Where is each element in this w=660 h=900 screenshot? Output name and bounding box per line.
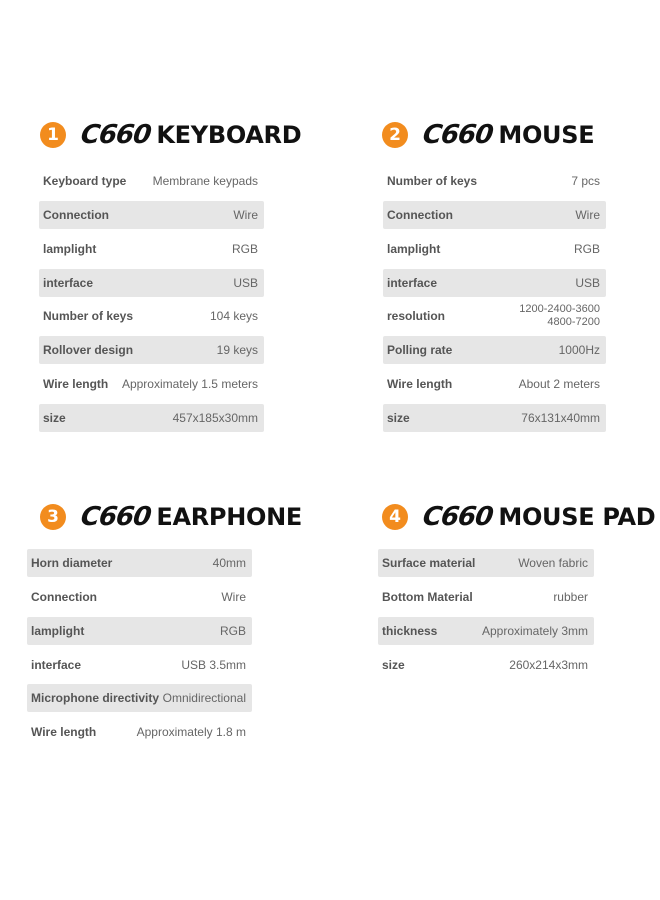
spec-row-number-of-keys <box>39 302 264 330</box>
spec-label: Keyboard type <box>43 174 127 188</box>
spec-label: thickness <box>382 624 438 638</box>
spec-row-thickness <box>378 617 594 645</box>
spec-row-connection <box>39 201 264 229</box>
spec-label: Polling rate <box>387 343 453 357</box>
spec-row-number-of-keys <box>383 167 606 195</box>
spec-label: interface <box>387 276 438 290</box>
spec-value: RGB <box>573 242 600 256</box>
spec-value: 76x131x40mm <box>521 411 600 425</box>
spec-row-size <box>378 651 594 679</box>
spec-value: Wire <box>221 590 246 604</box>
spec-row-lamplight <box>383 235 606 263</box>
section-name: MOUSE <box>498 121 595 149</box>
spec-value: USB <box>575 276 600 290</box>
spec-label: Microphone directivity <box>31 691 160 705</box>
mouse-title <box>382 118 594 152</box>
spec-label: resolution <box>387 309 446 323</box>
spec-label: Bottom Material <box>382 590 473 604</box>
spec-value: 457x185x30mm <box>172 411 258 425</box>
spec-row-bottom-material <box>378 583 594 611</box>
section-name: MOUSE PAD <box>498 503 656 531</box>
spec-label: Wire length <box>43 377 109 391</box>
spec-label: size <box>43 411 66 425</box>
spec-label: Horn diameter <box>31 556 113 570</box>
spec-row-wire-length <box>27 718 252 746</box>
keyboard-section <box>40 118 301 152</box>
spec-row-interface <box>39 269 264 297</box>
spec-value: Wire <box>575 208 600 222</box>
spec-row-horn-diameter <box>27 549 252 577</box>
spec-row-interface <box>27 651 252 679</box>
section-name: KEYBOARD <box>156 121 302 149</box>
spec-label: Surface material <box>382 556 476 570</box>
spec-value: rubber <box>553 590 588 604</box>
spec-label: Wire length <box>387 377 453 391</box>
spec-value: Approximately 1.8 m <box>136 725 246 739</box>
spec-value: About 2 meters <box>518 377 600 391</box>
spec-label: Number of keys <box>387 174 478 188</box>
spec-value: Membrane keypads <box>152 174 258 188</box>
spec-row-microphone-directivity <box>27 684 252 712</box>
spec-label: Wire length <box>31 725 97 739</box>
spec-value: USB <box>233 276 258 290</box>
spec-row-connection <box>27 583 252 611</box>
brand-logo: C660 <box>78 502 153 532</box>
section-number-badge: 2 <box>382 122 408 148</box>
earphone-title <box>40 500 302 534</box>
spec-label: Connection <box>387 208 453 222</box>
spec-label: size <box>387 411 410 425</box>
spec-row-resolution <box>383 302 606 330</box>
spec-row-interface <box>383 269 606 297</box>
spec-row-connection <box>383 201 606 229</box>
spec-value: 40mm <box>212 556 246 570</box>
spec-row-keyboard-type <box>39 167 264 195</box>
spec-row-lamplight <box>39 235 264 263</box>
keyboard-title <box>40 118 301 152</box>
spec-value: 19 keys <box>216 343 258 357</box>
mousepad-title <box>382 500 655 534</box>
spec-value: Approximately 1.5 meters <box>121 377 258 391</box>
earphone-section <box>40 500 302 534</box>
spec-row-rollover-design <box>39 336 264 364</box>
mousepad-section <box>382 500 655 534</box>
spec-row-polling-rate <box>383 336 606 364</box>
spec-label: Number of keys <box>43 309 134 323</box>
spec-value <box>519 303 600 329</box>
spec-label: Connection <box>43 208 109 222</box>
spec-label: Rollover design <box>43 343 134 357</box>
spec-label: interface <box>31 658 82 672</box>
spec-value: 104 keys <box>209 309 258 323</box>
spec-label: Connection <box>31 590 97 604</box>
spec-row-lamplight <box>27 617 252 645</box>
spec-value: RGB <box>231 242 258 256</box>
resolution-line-2: 4800-7200 <box>547 316 600 328</box>
spec-value: Approximately 3mm <box>481 624 588 638</box>
spec-row-surface-material <box>378 549 594 577</box>
brand-logo: C660 <box>420 120 495 150</box>
spec-label: lamplight <box>43 242 97 256</box>
spec-value: 260x214x3mm <box>509 658 588 672</box>
section-number-badge: 1 <box>40 122 66 148</box>
mouse-section <box>382 118 594 152</box>
section-number-badge: 4 <box>382 504 408 530</box>
spec-row-wire-length <box>383 370 606 398</box>
spec-label: lamplight <box>31 624 85 638</box>
spec-value: 7 pcs <box>571 174 600 188</box>
brand-logo: C660 <box>78 120 153 150</box>
spec-label: interface <box>43 276 94 290</box>
spec-value: USB 3.5mm <box>181 658 246 672</box>
spec-value: Wire <box>233 208 258 222</box>
spec-value: Omnidirectional <box>162 691 246 705</box>
spec-row-wire-length <box>39 370 264 398</box>
spec-row-size <box>383 404 606 432</box>
spec-row-size <box>39 404 264 432</box>
spec-value: RGB <box>219 624 246 638</box>
brand-logo: C660 <box>420 502 495 532</box>
spec-label: size <box>382 658 405 672</box>
section-name: EARPHONE <box>156 503 302 531</box>
resolution-line-1: 1200-2400-3600 <box>519 303 600 315</box>
section-number-badge: 3 <box>40 504 66 530</box>
spec-label: lamplight <box>387 242 441 256</box>
spec-value: 1000Hz <box>558 343 600 357</box>
spec-value: Woven fabric <box>518 556 588 570</box>
